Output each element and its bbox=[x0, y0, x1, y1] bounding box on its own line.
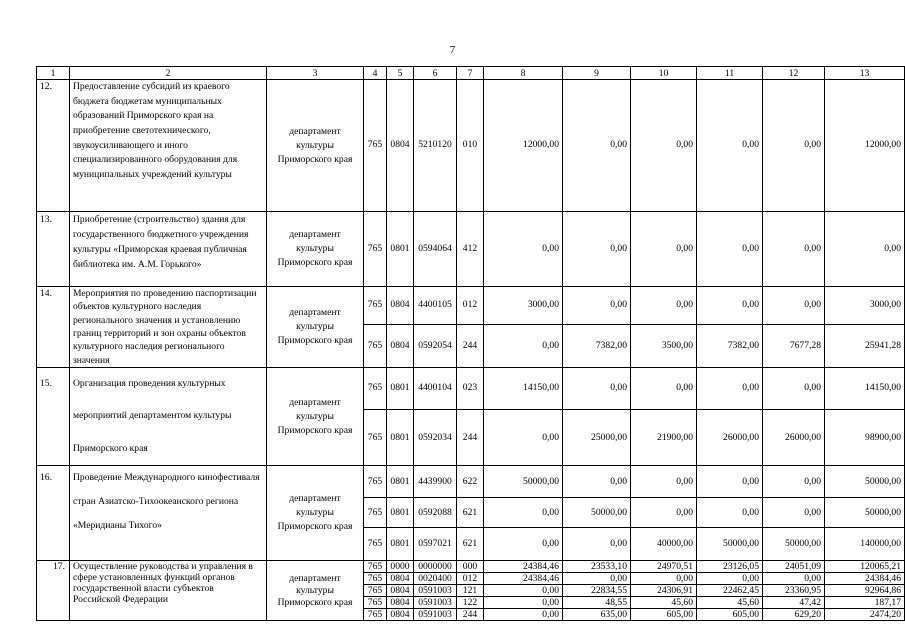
amount-col-9: 48,55 bbox=[563, 597, 631, 609]
amount-col-8: 0,00 bbox=[484, 212, 563, 287]
amount-col-10: 0,00 bbox=[631, 212, 697, 287]
section-code: 0804 bbox=[387, 325, 414, 368]
amount-col-12: 629,20 bbox=[763, 609, 825, 621]
amount-col-11: 50000,00 bbox=[697, 528, 763, 561]
amount-col-13: 0,00 bbox=[825, 212, 905, 287]
target-article-code: 4400105 bbox=[414, 287, 457, 325]
target-article-code: 0592034 bbox=[414, 410, 457, 466]
section-code: 0804 bbox=[387, 597, 414, 609]
ministry-code: 765 bbox=[364, 561, 387, 573]
amount-col-10: 0,00 bbox=[631, 80, 697, 212]
amount-col-11: 0,00 bbox=[697, 573, 763, 585]
executor-name: департамент культуры Приморского края bbox=[267, 80, 364, 212]
amount-col-13: 98900,00 bbox=[825, 410, 905, 466]
amount-col-9: 23533,10 bbox=[563, 561, 631, 573]
amount-col-9: 7382,00 bbox=[563, 325, 631, 368]
column-header-3: 3 bbox=[267, 67, 364, 80]
amount-col-10: 24970,51 bbox=[631, 561, 697, 573]
amount-col-11: 0,00 bbox=[697, 212, 763, 287]
section-code: 0801 bbox=[387, 466, 414, 498]
amount-col-10: 45,60 bbox=[631, 597, 697, 609]
expense-type-code: 244 bbox=[457, 609, 484, 621]
activity-name: Предоставление субсидий из краевого бюджета бюджетам муниципальных образований Приморского края на приобретение светотехнического, звукоусиливающего и иного специализированного оборудования для муниципальных учреждений культуры bbox=[70, 80, 267, 212]
amount-col-11: 0,00 bbox=[697, 287, 763, 325]
row-number: 15. bbox=[37, 367, 70, 466]
amount-col-13: 187,17 bbox=[825, 597, 905, 609]
amount-col-13: 14150,00 bbox=[825, 367, 905, 409]
amount-col-11: 0,00 bbox=[697, 367, 763, 409]
row-number: 12. bbox=[37, 80, 70, 212]
target-article-code: 5210120 bbox=[414, 80, 457, 212]
amount-col-12: 0,00 bbox=[763, 80, 825, 212]
section-code: 0804 bbox=[387, 80, 414, 212]
amount-col-10: 0,00 bbox=[631, 367, 697, 409]
executor-name: департамент культуры Приморского края bbox=[267, 367, 364, 466]
expense-type-code: 621 bbox=[457, 528, 484, 561]
header-row bbox=[37, 67, 905, 80]
amount-col-9: 0,00 bbox=[563, 287, 631, 325]
section-code: 0804 bbox=[387, 287, 414, 325]
column-header-8: 8 bbox=[484, 67, 563, 80]
amount-col-12: 47,42 bbox=[763, 597, 825, 609]
activity-name: Проведение Международного кинофестиваля стран Азиатско-Тихоокеанского региона «Меридианы Тихого» bbox=[70, 466, 267, 561]
column-header-4: 4 bbox=[364, 67, 387, 80]
column-header-6: 6 bbox=[414, 67, 457, 80]
amount-col-11: 7382,00 bbox=[697, 325, 763, 368]
column-header-12: 12 bbox=[763, 67, 825, 80]
amount-col-13: 50000,00 bbox=[825, 466, 905, 498]
amount-col-9: 0,00 bbox=[563, 367, 631, 409]
amount-col-9: 0,00 bbox=[563, 466, 631, 498]
column-header-9: 9 bbox=[563, 67, 631, 80]
target-article-code: 0594064 bbox=[414, 212, 457, 287]
amount-col-9: 0,00 bbox=[563, 573, 631, 585]
row-number: 17. bbox=[37, 561, 70, 621]
target-article-code: 4439900 bbox=[414, 466, 457, 498]
amount-col-9: 635,00 bbox=[563, 609, 631, 621]
table-row bbox=[37, 367, 905, 409]
table-row bbox=[37, 80, 905, 212]
expense-type-code: 622 bbox=[457, 466, 484, 498]
amount-col-11: 26000,00 bbox=[697, 410, 763, 466]
amount-col-10: 605,00 bbox=[631, 609, 697, 621]
ministry-code: 765 bbox=[364, 325, 387, 368]
amount-col-9: 0,00 bbox=[563, 212, 631, 287]
expense-type-code: 000 bbox=[457, 561, 484, 573]
amount-col-12: 0,00 bbox=[763, 498, 825, 528]
expense-type-code: 023 bbox=[457, 367, 484, 409]
executor-name: департамент культуры Приморского края bbox=[267, 287, 364, 368]
amount-col-10: 0,00 bbox=[631, 466, 697, 498]
amount-col-8: 12000,00 bbox=[484, 80, 563, 212]
amount-col-12: 26000,00 bbox=[763, 410, 825, 466]
amount-col-12: 23360,95 bbox=[763, 585, 825, 597]
target-article-code: 0591003 bbox=[414, 585, 457, 597]
target-article-code: 0591003 bbox=[414, 597, 457, 609]
target-article-code: 0597021 bbox=[414, 528, 457, 561]
ministry-code: 765 bbox=[364, 466, 387, 498]
expense-type-code: 244 bbox=[457, 410, 484, 466]
ministry-code: 765 bbox=[364, 498, 387, 528]
amount-col-10: 21900,00 bbox=[631, 410, 697, 466]
amount-col-13: 50000,00 bbox=[825, 498, 905, 528]
amount-col-13: 24384,46 bbox=[825, 573, 905, 585]
activity-name: Приобретение (строительство) здания для государственного бюджетного учреждения культуры «Приморская краевая публичная библиотека им. А.М. Горького» bbox=[70, 212, 267, 287]
amount-col-12: 24051,09 bbox=[763, 561, 825, 573]
column-header-7: 7 bbox=[457, 67, 484, 80]
amount-col-11: 0,00 bbox=[697, 80, 763, 212]
amount-col-11: 23126,05 bbox=[697, 561, 763, 573]
table-row bbox=[37, 466, 905, 498]
table-row bbox=[37, 212, 905, 287]
target-article-code: 0020400 bbox=[414, 573, 457, 585]
section-code: 0801 bbox=[387, 528, 414, 561]
column-header-5: 5 bbox=[387, 67, 414, 80]
amount-col-13: 3000,00 bbox=[825, 287, 905, 325]
row-number: 14. bbox=[37, 287, 70, 368]
amount-col-13: 92964,86 bbox=[825, 585, 905, 597]
column-header-2: 2 bbox=[70, 67, 267, 80]
section-code: 0801 bbox=[387, 498, 414, 528]
amount-col-8: 0,00 bbox=[484, 498, 563, 528]
amount-col-12: 0,00 bbox=[763, 367, 825, 409]
activity-name: Мероприятия по проведению паспортизации объектов культурного наследия регионального значения и установлению границ территорий и зон охраны объектов культурного наследия регионального значения bbox=[70, 287, 267, 368]
expense-type-code: 010 bbox=[457, 80, 484, 212]
amount-col-8: 0,00 bbox=[484, 325, 563, 368]
amount-col-8: 0,00 bbox=[484, 528, 563, 561]
amount-col-13: 12000,00 bbox=[825, 80, 905, 212]
table-row bbox=[37, 287, 905, 325]
target-article-code: 0592054 bbox=[414, 325, 457, 368]
activity-name: Организация проведения культурных мероприятий департаментом культуры Приморского края bbox=[70, 367, 267, 466]
column-header-11: 11 bbox=[697, 67, 763, 80]
amount-col-9: 0,00 bbox=[563, 80, 631, 212]
amount-col-10: 24306,91 bbox=[631, 585, 697, 597]
table-row bbox=[37, 561, 905, 573]
column-header-13: 13 bbox=[825, 67, 905, 80]
amount-col-9: 25000,00 bbox=[563, 410, 631, 466]
amount-col-13: 140000,00 bbox=[825, 528, 905, 561]
ministry-code: 765 bbox=[364, 80, 387, 212]
ministry-code: 765 bbox=[364, 585, 387, 597]
expense-type-code: 122 bbox=[457, 597, 484, 609]
amount-col-10: 40000,00 bbox=[631, 528, 697, 561]
amount-col-10: 3500,00 bbox=[631, 325, 697, 368]
executor-name: департамент культуры Приморского края bbox=[267, 561, 364, 621]
target-article-code: 0592088 bbox=[414, 498, 457, 528]
amount-col-8: 3000,00 bbox=[484, 287, 563, 325]
amount-col-11: 605,00 bbox=[697, 609, 763, 621]
ministry-code: 765 bbox=[364, 287, 387, 325]
amount-col-10: 0,00 bbox=[631, 287, 697, 325]
target-article-code: 0591003 bbox=[414, 609, 457, 621]
amount-col-9: 22834,55 bbox=[563, 585, 631, 597]
amount-col-12: 50000,00 bbox=[763, 528, 825, 561]
expense-type-code: 621 bbox=[457, 498, 484, 528]
amount-col-9: 0,00 bbox=[563, 528, 631, 561]
amount-col-13: 120065,21 bbox=[825, 561, 905, 573]
amount-col-12: 0,00 bbox=[763, 466, 825, 498]
ministry-code: 765 bbox=[364, 573, 387, 585]
ministry-code: 765 bbox=[364, 410, 387, 466]
column-header-1: 1 bbox=[37, 67, 70, 80]
budget-table bbox=[36, 66, 905, 621]
amount-col-8: 50000,00 bbox=[484, 466, 563, 498]
ministry-code: 765 bbox=[364, 609, 387, 621]
amount-col-11: 0,00 bbox=[697, 498, 763, 528]
ministry-code: 765 bbox=[364, 212, 387, 287]
row-number: 16. bbox=[37, 466, 70, 561]
amount-col-8: 24384,46 bbox=[484, 561, 563, 573]
amount-col-8: 0,00 bbox=[484, 410, 563, 466]
amount-col-8: 0,00 bbox=[484, 609, 563, 621]
amount-col-8: 24384,46 bbox=[484, 573, 563, 585]
expense-type-code: 012 bbox=[457, 287, 484, 325]
amount-col-8: 0,00 bbox=[484, 585, 563, 597]
page-number: 7 bbox=[449, 44, 456, 56]
amount-col-13: 2474,20 bbox=[825, 609, 905, 621]
amount-col-11: 0,00 bbox=[697, 466, 763, 498]
section-code: 0000 bbox=[387, 561, 414, 573]
amount-col-9: 50000,00 bbox=[563, 498, 631, 528]
section-code: 0804 bbox=[387, 573, 414, 585]
executor-name: департамент культуры Приморского края bbox=[267, 466, 364, 561]
target-article-code: 4400104 bbox=[414, 367, 457, 409]
section-code: 0804 bbox=[387, 585, 414, 597]
expense-type-code: 412 bbox=[457, 212, 484, 287]
executor-name: департамент культуры Приморского края bbox=[267, 212, 364, 287]
amount-col-8: 0,00 bbox=[484, 597, 563, 609]
ministry-code: 765 bbox=[364, 528, 387, 561]
section-code: 0804 bbox=[387, 609, 414, 621]
section-code: 0801 bbox=[387, 410, 414, 466]
section-code: 0801 bbox=[387, 212, 414, 287]
amount-col-12: 0,00 bbox=[763, 212, 825, 287]
amount-col-12: 7677,28 bbox=[763, 325, 825, 368]
ministry-code: 765 bbox=[364, 367, 387, 409]
amount-col-11: 22462,45 bbox=[697, 585, 763, 597]
expense-type-code: 244 bbox=[457, 325, 484, 368]
amount-col-10: 0,00 bbox=[631, 498, 697, 528]
amount-col-11: 45,60 bbox=[697, 597, 763, 609]
row-number: 13. bbox=[37, 212, 70, 287]
amount-col-10: 0,00 bbox=[631, 573, 697, 585]
expense-type-code: 121 bbox=[457, 585, 484, 597]
amount-col-13: 25941,28 bbox=[825, 325, 905, 368]
target-article-code: 0000000 bbox=[414, 561, 457, 573]
amount-col-12: 0,00 bbox=[763, 287, 825, 325]
amount-col-12: 0,00 bbox=[763, 573, 825, 585]
ministry-code: 765 bbox=[364, 597, 387, 609]
column-header-10: 10 bbox=[631, 67, 697, 80]
activity-name: Осуществление руководства и управления в сфере установленных функций органов государственной власти субъектов Российской Федерации bbox=[70, 561, 267, 621]
amount-col-8: 14150,00 bbox=[484, 367, 563, 409]
section-code: 0801 bbox=[387, 367, 414, 409]
expense-type-code: 012 bbox=[457, 573, 484, 585]
